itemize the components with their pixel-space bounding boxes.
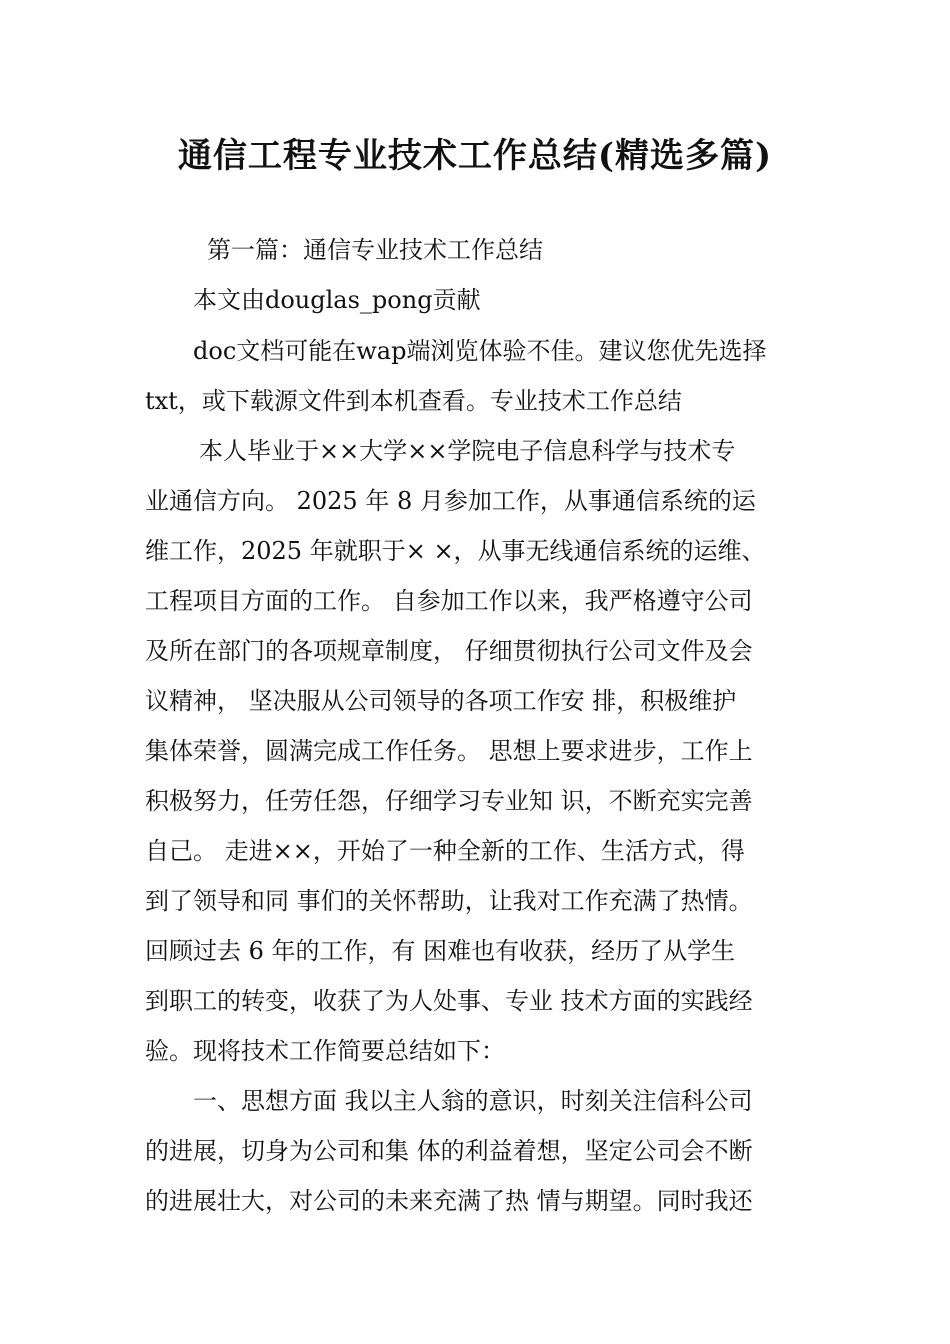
document-title: 通信工程专业技术工作总结(精选多篇) [177,136,773,176]
paragraph-line: doc文档可能在wap端浏览体验不佳。建议您优先选择 [193,337,767,365]
paragraph-line: 的进展壮大，对公司的未来充满了热 情与期望。同时我还 [145,1187,753,1215]
paragraph-line: 议精神， 坚决服从公司领导的各项工作安 排，积极维护 [145,687,737,715]
paragraph-line: 到职工的转变，收获了为人处事、专业 技术方面的实践经 [145,987,753,1015]
paragraph-line: 验。现将技术工作简要总结如下： [145,1037,505,1065]
paragraph-line: 自己。 走进××，开始了一种全新的工作、生活方式，得 [145,837,745,865]
contributor-line: 本文由douglas_pong贡献 [193,286,481,314]
paragraph-line: 本人毕业于××大学××学院电子信息科学与技术专 [199,437,736,465]
paragraph-line: 回顾过去 6 年的工作，有 困难也有收获，经历了从学生 [145,937,736,965]
paragraph-line: 及所在部门的各项规章制度， 仔细贯彻执行公司文件及会 [145,637,753,665]
paragraph-line: 的进展，切身为公司和集 体的利益着想，坚定公司会不断 [145,1137,753,1165]
paragraph-line: 集体荣誉，圆满完成工作任务。 思想上要求进步，工作上 [145,737,753,765]
section-heading: 第一篇：通信专业技术工作总结 [207,236,543,264]
paragraph-line: 工程项目方面的工作。 自参加工作以来，我严格遵守公司 [145,587,753,615]
paragraph-line: 到了领导和同 事们的关怀帮助，让我对工作充满了热情。 [145,887,753,915]
paragraph-line: 维工作，2025 年就职于× ×，从事无线通信系统的运维、 [145,537,766,565]
paragraph-line: txt，或下载源文件到本机查看。专业技术工作总结 [145,387,682,415]
paragraph-line: 一、思想方面 我以主人翁的意识，时刻关注信科公司 [193,1087,753,1115]
paragraph-line: 业通信方向。 2025 年 8 月参加工作，从事通信系统的运 [145,487,756,515]
paragraph-line: 积极努力，任劳任怨，仔细学习专业知 识，不断充实完善 [145,787,753,815]
